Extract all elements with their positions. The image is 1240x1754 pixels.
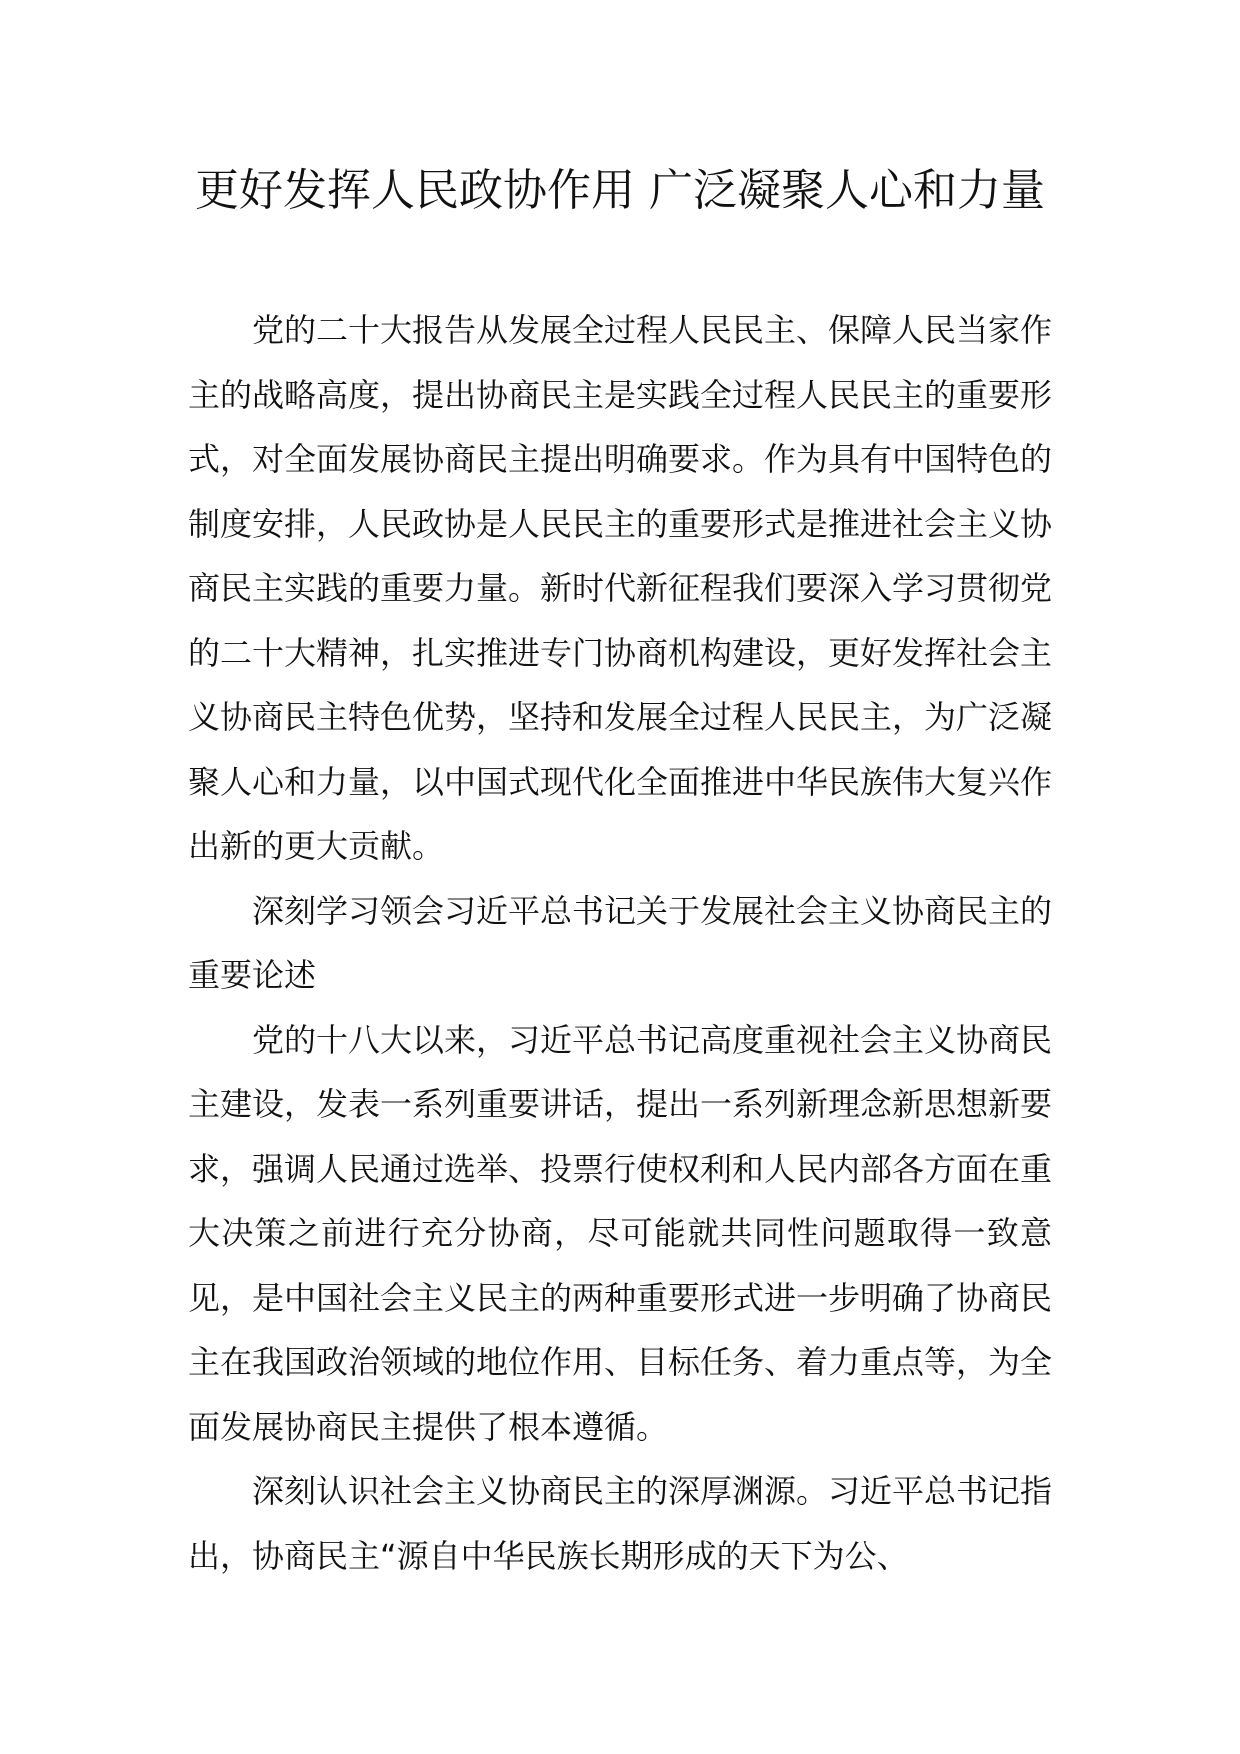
paragraph-intro: 党的二十大报告从发展全过程人民民主、保障人民当家作主的战略高度，提出协商民主是实践全过程人民民主的重要形式，对全面发展协商民主提出明确要求。作为具有中国特色的制度安排，人民政协是人民民主的重要形式是推进社会主义协商民主实践的重要力量。新时代新征程我们要深入学习贯彻党的二十大精神，扎实推进专门协商机构建设，更好发挥社会主义协商民主特色优势，坚持和发展全过程人民民主，为广泛凝聚人心和力量，以中国式现代化全面推进中华民族伟大复兴作出新的更大贡献。: [188, 311, 1053, 865]
document-body: [188, 298, 1052, 1588]
document-title: 更好发挥人民政协作用 广泛凝聚人心和力量: [195, 165, 1045, 216]
paragraph-deep-origins: 深刻认识社会主义协商民主的深厚渊源。习近平总书记指出，协商民主“源自中华民族长期形成的天下为公、: [188, 1472, 1053, 1575]
paragraph-since-18th-congress: 党的十八大以来，习近平总书记高度重视社会主义协商民主建设，发表一系列重要讲话，提出一系列新理念新思想新要求，强调人民通过选举、投票行使权利和人民内部各方面在重大决策之前进行充分协商，尽可能就共同性问题取得一致意见，是中国社会主义民主的两种重要形式进一步明确了协商民主在我国政治领域的地位作用、目标任务、着力重点等，为全面发展协商民主提供了根本遵循。: [188, 1020, 1053, 1446]
section-heading: 深刻学习领会习近平总书记关于发展社会主义协商民主的重要论述: [188, 891, 1053, 994]
